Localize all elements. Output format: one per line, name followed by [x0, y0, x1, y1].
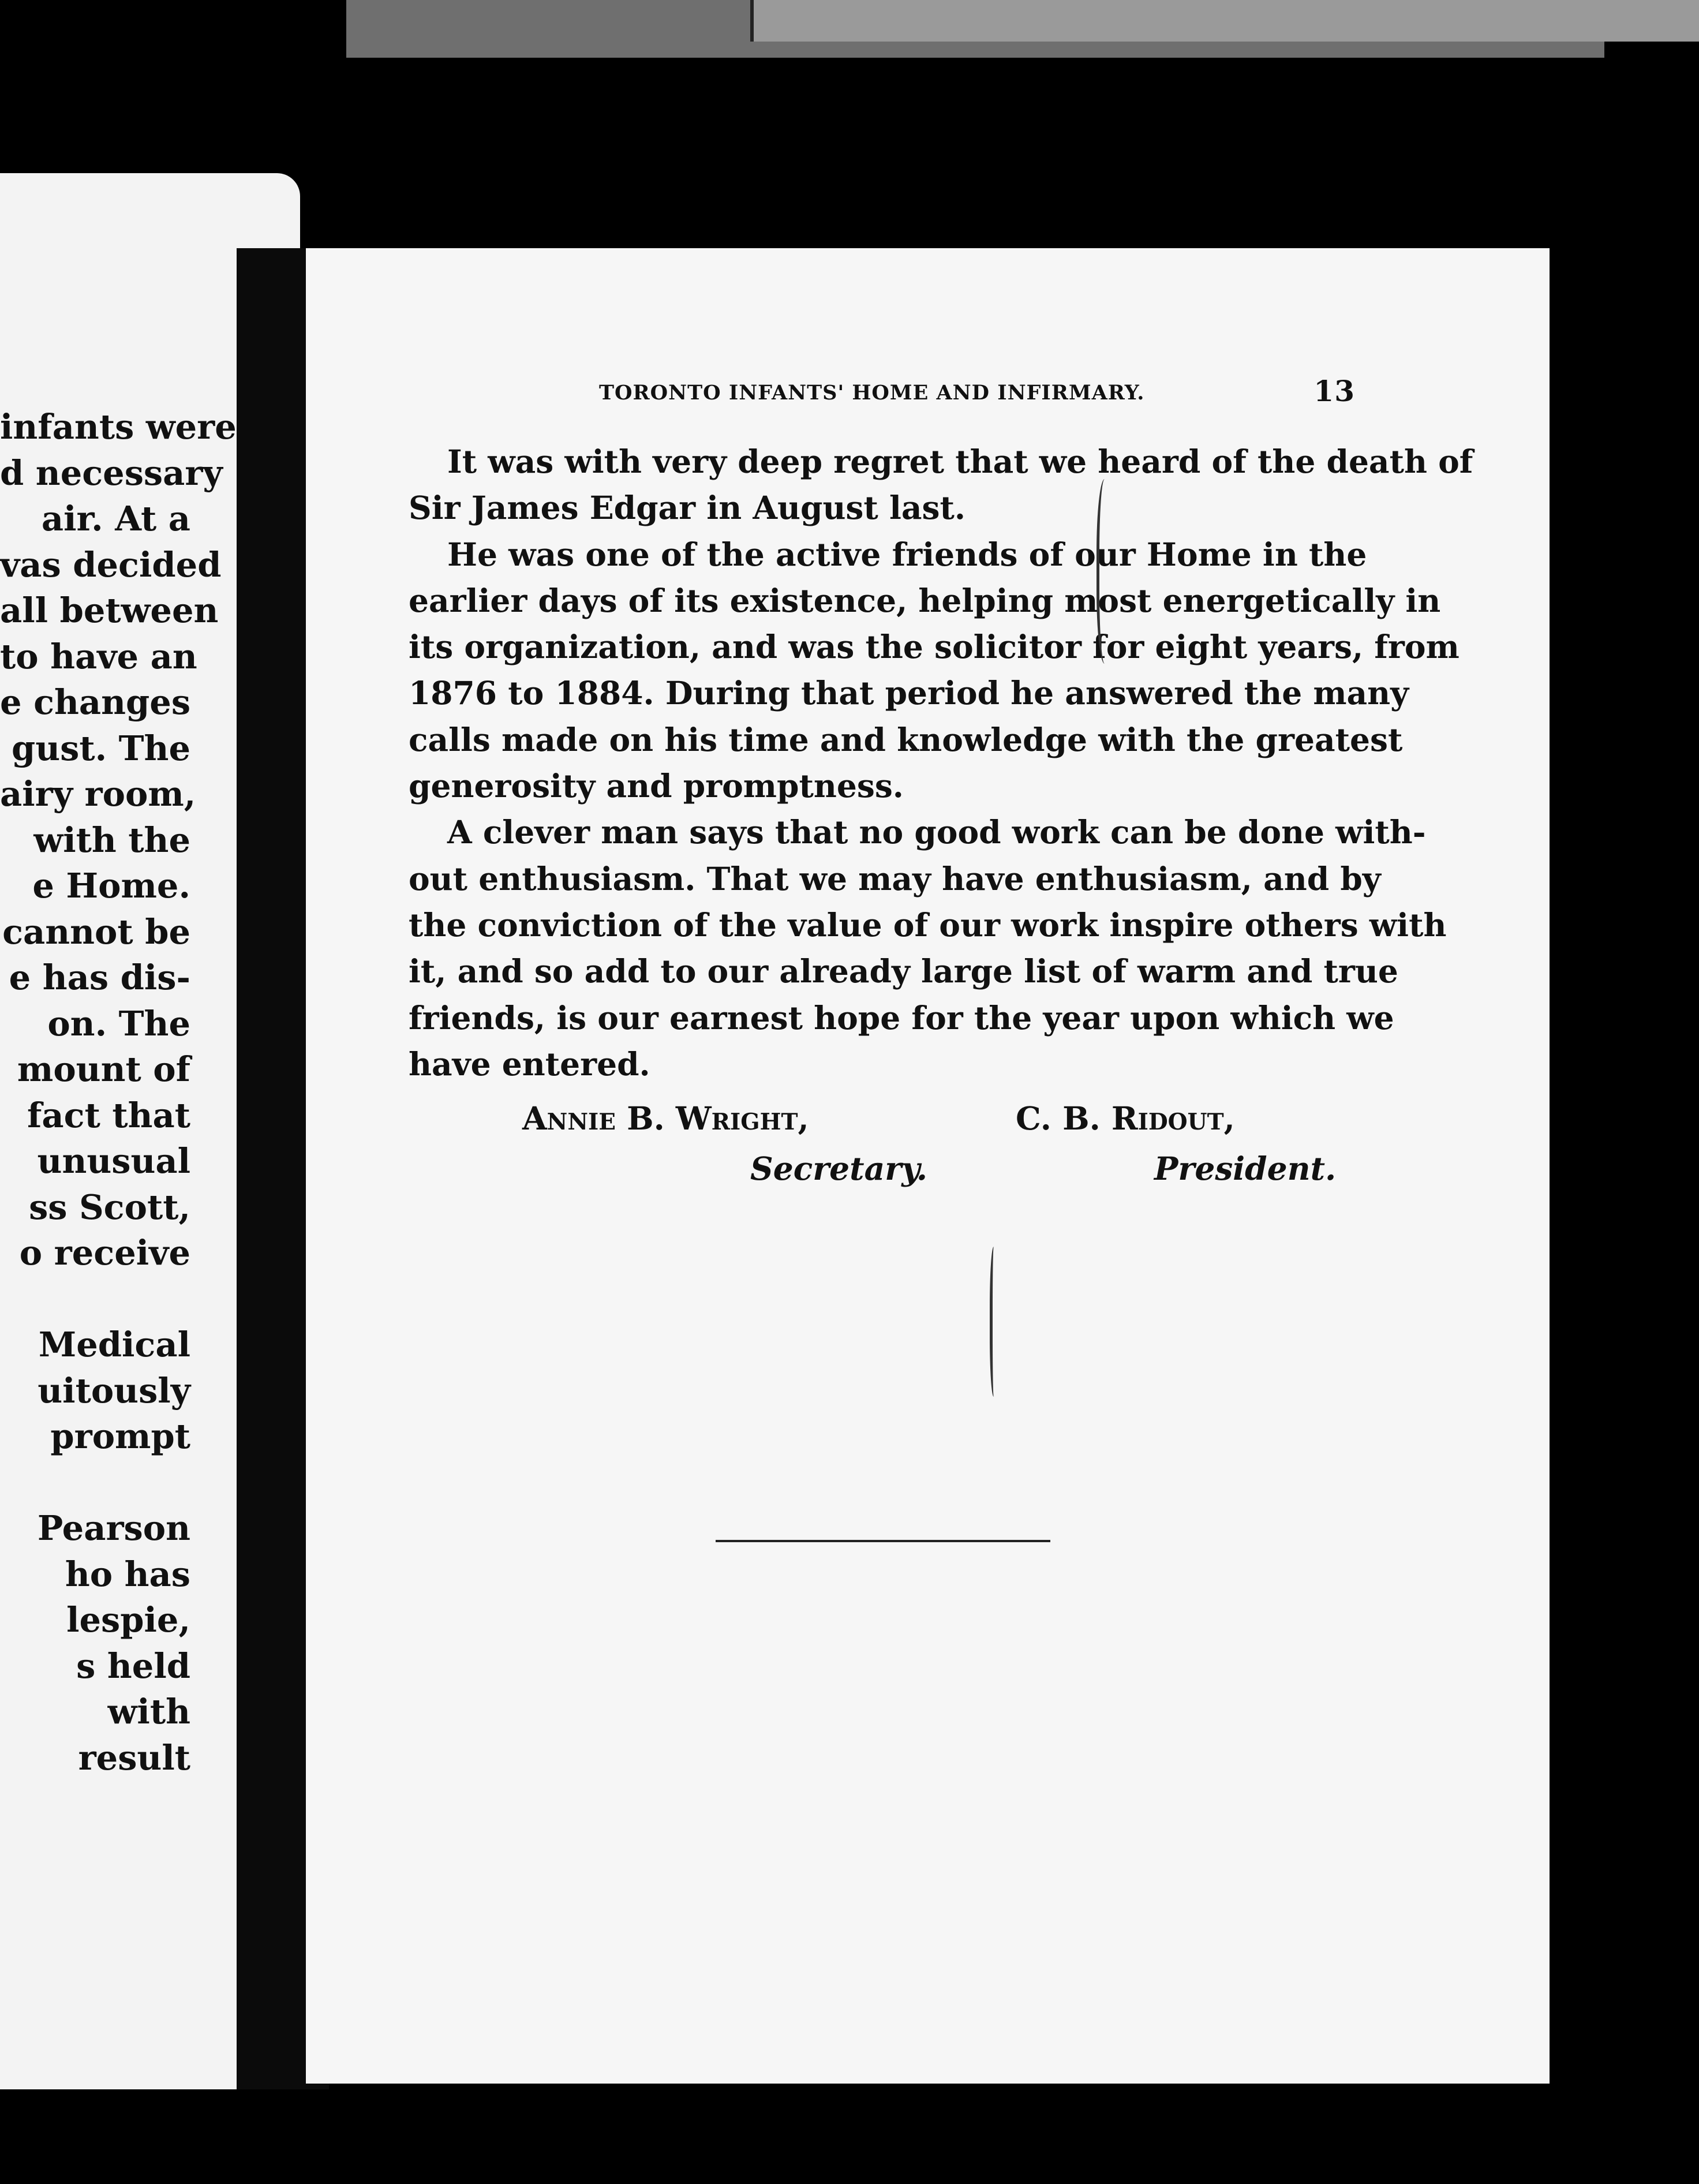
left-fragment: s held — [76, 1646, 190, 1686]
left-fragment: all between — [0, 590, 219, 630]
left-fragment: mount of — [17, 1049, 190, 1089]
left-fragment: lespie, — [66, 1600, 190, 1640]
left-fragment: ss Scott, — [29, 1187, 190, 1227]
text-line: calls made on his time and knowledge with the greatest — [409, 720, 1403, 758]
left-fragment: prompt — [50, 1416, 190, 1456]
header-title: TORONTO INFANTS' HOME AND INFIRMARY. — [599, 381, 1145, 405]
text-line: It was with very deep regret that we heard of the death of — [447, 443, 1473, 480]
pencil-mark — [990, 1247, 1000, 1397]
text-line: it, and so add to our already large list of warm and true — [409, 952, 1398, 990]
left-fragment: uitously — [38, 1370, 190, 1411]
secretary-signature-name — [522, 1100, 809, 1137]
page-number: 13 — [1313, 374, 1355, 408]
left-fragment: e changes — [0, 682, 191, 722]
left-fragment: gust. The — [11, 728, 190, 768]
text-line: friends, is our earnest hope for the year upon which we — [409, 998, 1394, 1037]
president-name: C. B. Ridout, — [1016, 1100, 1235, 1137]
running-header — [599, 374, 1355, 406]
text-line: Sir James Edgar in August last. — [409, 489, 965, 527]
left-page-text-fragments — [0, 404, 237, 1781]
left-fragment: fact that — [27, 1095, 190, 1135]
text-line: He was one of the active friends of our Home in the — [447, 535, 1367, 573]
body-text — [409, 439, 1473, 1087]
left-fragment: air. At a — [41, 499, 190, 538]
secretary-role: Secretary. — [750, 1150, 927, 1187]
left-fragment: with — [107, 1692, 190, 1732]
left-fragment: Pearson — [37, 1508, 190, 1548]
left-fragment: on. The — [47, 1003, 190, 1044]
text-line: earlier days of its existence, helping most energetically in — [409, 581, 1441, 619]
left-fragment-gap — [0, 1460, 190, 1506]
left-fragment: to have an — [0, 636, 197, 676]
text-line: 1876 to 1884. During that period he answered the many — [409, 674, 1409, 712]
left-fragment: unusual — [37, 1141, 190, 1181]
left-fragment: o receive — [19, 1233, 190, 1273]
left-fragment: airy room, — [0, 774, 196, 814]
president-signature-name — [1016, 1100, 1235, 1137]
text-line: generosity and promptness. — [409, 767, 904, 805]
left-fragment: d necessary — [0, 452, 223, 493]
president-role: President. — [1154, 1150, 1337, 1187]
pencil-mark — [1097, 479, 1117, 664]
text-line: its organization, and was the solicitor for eight years, from — [409, 628, 1460, 666]
text-line: A clever man says that no good work can be done with- — [447, 813, 1426, 851]
text-line: the conviction of the value of our work inspire others with — [409, 906, 1447, 944]
text-line: have entered. — [409, 1045, 650, 1083]
left-fragment: infants were — [0, 407, 237, 447]
secretary-name: Annie B. Wright, — [522, 1100, 809, 1137]
left-fragment: e has dis- — [9, 958, 190, 997]
left-fragment: ho has — [65, 1554, 190, 1594]
left-fragment: cannot be — [2, 911, 190, 952]
top-edge-inner — [750, 0, 1699, 42]
left-fragment: e Home. — [32, 866, 190, 906]
text-line: out enthusiasm. That we may have enthusiasm, and by — [409, 859, 1381, 897]
left-fragment: result — [78, 1737, 190, 1778]
closing-rule — [716, 1540, 1050, 1542]
left-fragment: Medical — [38, 1325, 190, 1364]
left-fragment: with the — [33, 820, 190, 860]
top-edge-strip — [346, 0, 1604, 58]
left-fragment: vas decided — [0, 544, 222, 585]
left-fragment-gap — [0, 1276, 190, 1322]
